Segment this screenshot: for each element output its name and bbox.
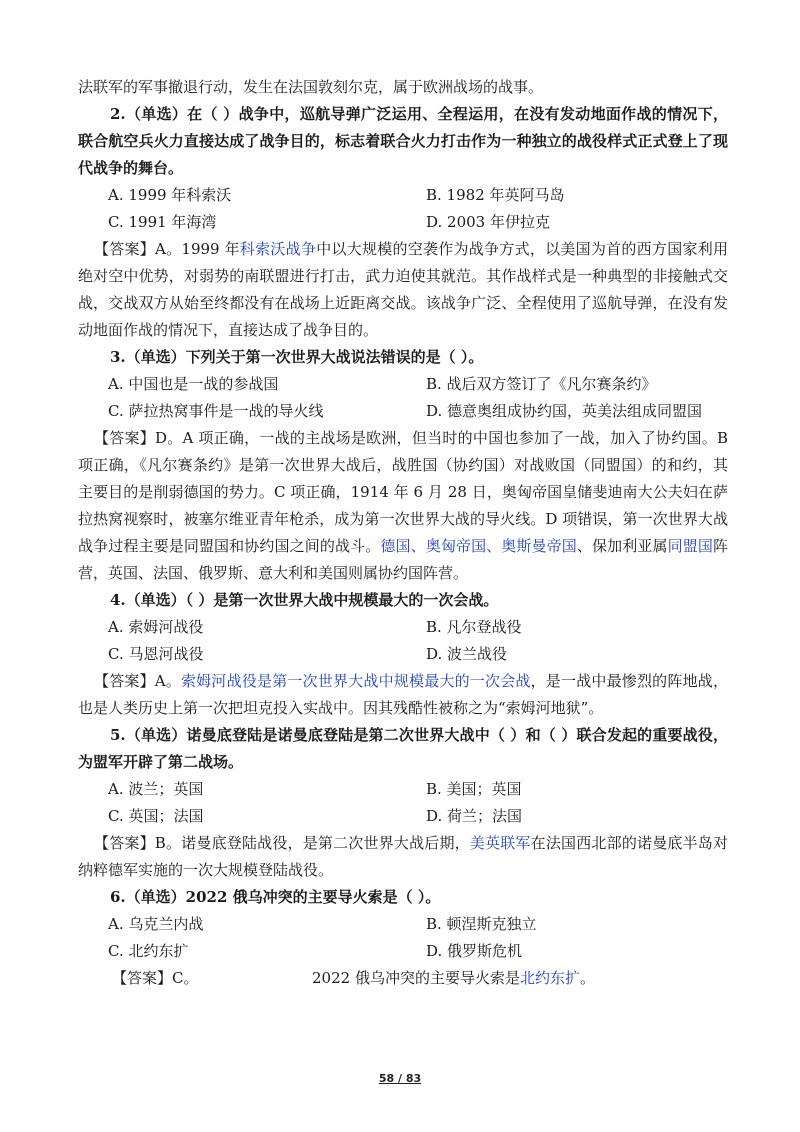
q4-answer-rest: ，是一战中最惨烈的阵地战，也是人类历史上第一次把坦克投入实战中。因其残酷性被称之为“索姆河地狱”。 bbox=[78, 672, 728, 717]
question-6-answer bbox=[78, 965, 728, 992]
page-content bbox=[78, 74, 728, 992]
q6-option-c: C. 北约东扩 bbox=[108, 942, 189, 960]
q5-answer-prefix: 【答案】B。诺曼底登陆战役，是第二次世界大战后期， bbox=[94, 834, 470, 852]
question-3-stem: 3.（单选）下列关于第一次世界大战说法错误的是（ ）。 bbox=[110, 348, 484, 366]
question-3-answer bbox=[78, 425, 728, 587]
q5-option-c: C. 英国；法国 bbox=[108, 807, 204, 825]
q2-answer-prefix: 【答案】A。1999 年 bbox=[94, 240, 240, 258]
q6-answer-body bbox=[312, 965, 595, 992]
q3-answer-mid: 、保加利亚属 bbox=[576, 537, 668, 555]
q2-answer-highlight: 科索沃战争 bbox=[239, 240, 317, 258]
question-6-stem: 6.（单选）2022 俄乌冲突的主要导火索是（ ）。 bbox=[110, 888, 441, 906]
q5-answer-highlight: 美英联军 bbox=[469, 834, 531, 852]
q2-option-a: A. 1999 年科索沃 bbox=[108, 186, 232, 204]
question-2-options bbox=[78, 182, 728, 236]
question-5-options bbox=[78, 776, 728, 830]
q3-answer-prefix: 【答案】D。A 项正确，一战的主战场是欧洲，但当时的中国也参加了一战，加入了协约国。B 项正确，《凡尔赛条约》是第一次世界大战后，战胜国（协约国）对战败国（同盟国）的和约，其主要目的是削弱德国的势力。C 项正确，1914 年 6 月 28 日，奥匈帝国皇储斐迪南大公夫妇在萨拉热窝视察时，被塞尔维亚青年枪杀，成为第一次世界大战的导火线。D 项错误，第一次世界大战战争过程主要是同盟国和协约国之间的战斗。 bbox=[78, 429, 728, 555]
q4-option-d: D. 波兰战役 bbox=[426, 645, 508, 663]
q6-answer-end: 。 bbox=[579, 969, 595, 987]
intro-text: 法联军的军事撤退行动，发生在法国敦刻尔克，属于欧洲战场的战事。 bbox=[78, 78, 544, 96]
q6-answer-text: 2022 俄乌冲突的主要导火索是 bbox=[312, 969, 520, 987]
q5-option-d: D. 荷兰；法国 bbox=[426, 807, 523, 825]
q5-option-a: A. 波兰；英国 bbox=[108, 780, 204, 798]
q3-answer-highlight-1: 德国、奥匈帝国、奥斯曼帝国 bbox=[380, 537, 577, 555]
q6-option-a: A. 乌克兰内战 bbox=[108, 915, 204, 933]
q3-option-a: A. 中国也是一战的参战国 bbox=[108, 375, 279, 393]
q5-option-b: B. 美国；英国 bbox=[426, 780, 522, 798]
q5-answer-rest: 在法国西北部的诺曼底半岛对纳粹德军实施的一次大规模登陆战役。 bbox=[78, 834, 728, 879]
question-6-options bbox=[78, 911, 728, 965]
question-2-stem: 2.（单选）在（ ）战争中，巡航导弹广泛运用、全程运用，在没有发动地面作战的情况下，联合航空兵火力直接达成了战争目的，标志着联合火力打击作为一种独立的战役样式正式登上了现代战争的舞台。 bbox=[78, 105, 728, 177]
question-3-options bbox=[78, 371, 728, 425]
q4-option-c: C. 马恩河战役 bbox=[108, 645, 204, 663]
question-5-answer bbox=[78, 830, 728, 884]
q2-option-c: C. 1991 年海湾 bbox=[108, 213, 217, 231]
q2-answer-rest: 中以大规模的空袭作为战争方式，以美国为首的西方国家利用绝对空中优势，对弱势的南联盟进行打击，武力迫使其就范。其作战样式是一种典型的非接触式交战，交战双方从始至终都没有在战场上近距离交战。该战争广泛、全程使用了巡航导弹，在没有发动地面作战的情况下，直接达成了战争目的。 bbox=[78, 240, 728, 339]
question-2-answer bbox=[78, 236, 728, 344]
q4-answer-highlight: 索姆河战役是第一次世界大战中规模最大的一次会战 bbox=[181, 672, 531, 690]
q3-option-d: D. 德意奥组成协约国，英美法组成同盟国 bbox=[426, 402, 703, 420]
question-4-stem: 4.（单选）（ ）是第一次世界大战中规模最大的一次会战。 bbox=[110, 591, 499, 609]
q3-answer-rest: 阵营，英国、法国、俄罗斯、意大利和美国则属协约国阵营。 bbox=[78, 537, 728, 582]
q4-answer-prefix: 【答案】A。 bbox=[94, 672, 182, 690]
q3-option-b: B. 战后双方签订了《凡尔赛条约》 bbox=[426, 375, 657, 393]
q3-answer-highlight-2: 同盟国 bbox=[667, 537, 713, 555]
question-4-answer bbox=[78, 668, 728, 722]
question-5-stem: 5.（单选）诺曼底登陆是诺曼底登陆是第二次世界大战中（ ）和（ ）联合发起的重要战役，为盟军开辟了第二战场。 bbox=[78, 726, 728, 771]
q3-option-c: C. 萨拉热窝事件是一战的导火线 bbox=[108, 402, 324, 420]
question-4-options bbox=[78, 614, 728, 668]
q4-option-a: A. 索姆河战役 bbox=[108, 618, 204, 636]
q6-answer-prefix: 【答案】C。 bbox=[112, 969, 199, 987]
q6-answer-highlight: 北约东扩 bbox=[519, 969, 580, 987]
q6-option-b: B. 顿涅斯克独立 bbox=[426, 915, 537, 933]
q2-option-d: D. 2003 年伊拉克 bbox=[426, 213, 550, 231]
q4-option-b: B. 凡尔登战役 bbox=[426, 618, 522, 636]
q6-option-d: D. 俄罗斯危机 bbox=[426, 942, 523, 960]
q2-option-b: B. 1982 年英阿马岛 bbox=[426, 186, 565, 204]
page-number: 58 / 83 bbox=[378, 1072, 422, 1085]
